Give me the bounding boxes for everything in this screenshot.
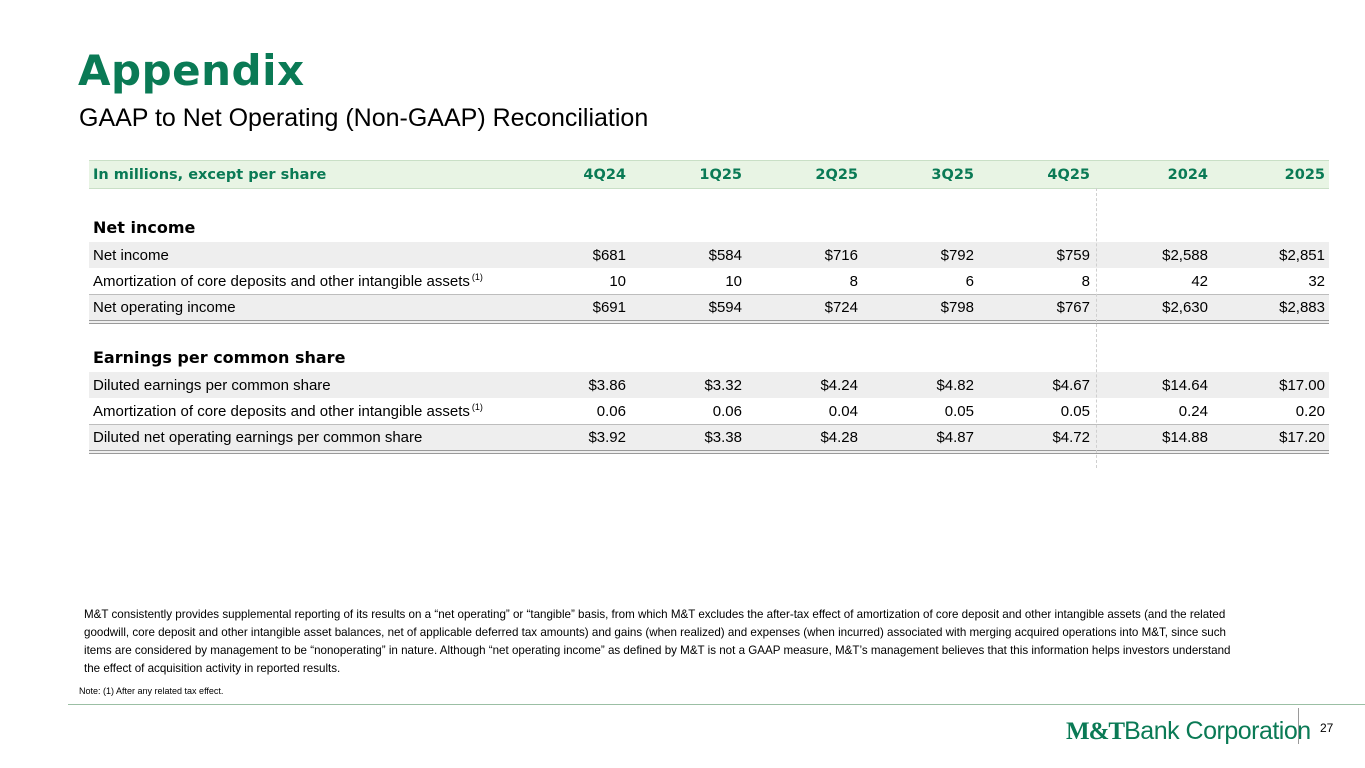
cell-4q24: 0.06 bbox=[596, 402, 626, 420]
cell-4q24: $681 bbox=[592, 246, 626, 264]
page-title: Appendix bbox=[78, 46, 305, 95]
cell-2025: $2,883 bbox=[1279, 299, 1325, 316]
table-header-row bbox=[89, 160, 1329, 189]
cell-3q25: $792 bbox=[940, 246, 974, 264]
header-4q24: 4Q24 bbox=[583, 166, 626, 183]
cell-2024: $14.88 bbox=[1162, 429, 1208, 446]
cell-3q25: 6 bbox=[965, 272, 974, 290]
header-1q25: 1Q25 bbox=[699, 166, 742, 183]
company-logo bbox=[1066, 717, 1311, 746]
cell-2q25: $724 bbox=[824, 299, 858, 316]
header-label: In millions, except per share bbox=[93, 166, 327, 183]
table-row bbox=[89, 242, 1329, 268]
reconciliation-table bbox=[89, 160, 1329, 454]
row-label: Amortization of core deposits and other intangible assets $^{(1)}$ bbox=[93, 402, 483, 420]
page-number: 27 bbox=[1320, 721, 1334, 735]
page-subtitle: GAAP to Net Operating (Non-GAAP) Reconciliation bbox=[79, 104, 649, 132]
logo-mark: M&T bbox=[1066, 718, 1125, 745]
cell-2025: $17.00 bbox=[1279, 376, 1325, 394]
header-2024: 2024 bbox=[1167, 166, 1208, 183]
table-total-row bbox=[89, 294, 1329, 324]
cell-2025: 0.20 bbox=[1295, 402, 1325, 420]
header-4q25: 4Q25 bbox=[1047, 166, 1090, 183]
row-label: Diluted earnings per common share bbox=[93, 376, 331, 394]
cell-4q24: 10 bbox=[609, 272, 626, 290]
header-2q25: 2Q25 bbox=[815, 166, 858, 183]
cell-4q25: 0.05 bbox=[1060, 402, 1090, 420]
footer-separator bbox=[1298, 708, 1299, 744]
row-label: Net operating income bbox=[93, 299, 236, 316]
cell-2025: $17.20 bbox=[1279, 429, 1325, 446]
cell-4q25: 8 bbox=[1081, 272, 1090, 290]
cell-2024: $14.64 bbox=[1162, 376, 1208, 394]
cell-2024: 42 bbox=[1191, 272, 1208, 290]
table-total-row bbox=[89, 424, 1329, 454]
cell-2q25: $716 bbox=[824, 246, 858, 264]
section-title: Net income bbox=[93, 218, 196, 237]
cell-1q25: $594 bbox=[708, 299, 742, 316]
cell-1q25: $584 bbox=[708, 246, 742, 264]
footer-divider bbox=[68, 704, 1365, 705]
footnote-marker: (1) bbox=[471, 272, 483, 282]
table-row bbox=[89, 372, 1329, 398]
cell-2024: $2,588 bbox=[1162, 246, 1208, 264]
cell-4q25: $4.72 bbox=[1052, 429, 1090, 446]
cell-2q25: 8 bbox=[849, 272, 858, 290]
footnote-text: M&T consistently provides supplemental reporting of its results on a “net operating” or “tangible” basis, from which M&T excludes the after-tax effect of amortization of core deposit and other intangible assets (and the related goodwill, core deposit and other intangible asset balances, net of applicable deferred tax amounts) and gains (when realized) and expenses (when incurred) associated with merging acquired operations into M&T, since such items are considered by management to be “nonoperating” in nature. Although “net operating income” as defined by M&T is not a GAAP measure, M&T’s management believes that this information helps investors understand the effect of acquisition activity in reported results. bbox=[84, 608, 1231, 675]
row-label: Diluted net operating earnings per common share bbox=[93, 429, 423, 446]
row-label: Net income bbox=[93, 246, 169, 264]
row-label: Amortization of core deposits and other intangible assets $^{(1)}$ bbox=[93, 272, 483, 290]
cell-2q25: $4.24 bbox=[820, 376, 858, 394]
cell-2q25: $4.28 bbox=[820, 429, 858, 446]
column-divider bbox=[1096, 188, 1097, 468]
cell-1q25: 10 bbox=[725, 272, 742, 290]
footnote-marker: (1) bbox=[471, 402, 483, 412]
cell-4q24: $3.86 bbox=[588, 376, 626, 394]
cell-2025: 32 bbox=[1308, 272, 1325, 290]
header-3q25: 3Q25 bbox=[931, 166, 974, 183]
cell-4q25: $4.67 bbox=[1052, 376, 1090, 394]
section-title: Earnings per common share bbox=[93, 348, 346, 367]
cell-2024: 0.24 bbox=[1178, 402, 1208, 420]
note-text: Note: (1) After any related tax effect. bbox=[79, 686, 224, 696]
table-row bbox=[89, 398, 1329, 424]
cell-4q25: $767 bbox=[1056, 299, 1090, 316]
cell-1q25: $3.32 bbox=[704, 376, 742, 394]
cell-1q25: $3.38 bbox=[704, 429, 742, 446]
cell-3q25: $4.82 bbox=[936, 376, 974, 394]
cell-2024: $2,630 bbox=[1162, 299, 1208, 316]
table-row bbox=[89, 268, 1329, 294]
cell-4q24: $3.92 bbox=[588, 429, 626, 446]
section-heading-net-income bbox=[89, 189, 1329, 242]
cell-4q24: $691 bbox=[592, 299, 626, 316]
cell-3q25: $798 bbox=[940, 299, 974, 316]
cell-3q25: $4.87 bbox=[936, 429, 974, 446]
cell-4q25: $759 bbox=[1056, 246, 1090, 264]
cell-2q25: 0.04 bbox=[828, 402, 858, 420]
logo-wordmark: Bank Corporation bbox=[1124, 717, 1311, 745]
cell-2025: $2,851 bbox=[1279, 246, 1325, 264]
header-2025: 2025 bbox=[1284, 166, 1325, 183]
cell-3q25: 0.05 bbox=[944, 402, 974, 420]
cell-1q25: 0.06 bbox=[712, 402, 742, 420]
section-heading-eps bbox=[89, 324, 1329, 372]
